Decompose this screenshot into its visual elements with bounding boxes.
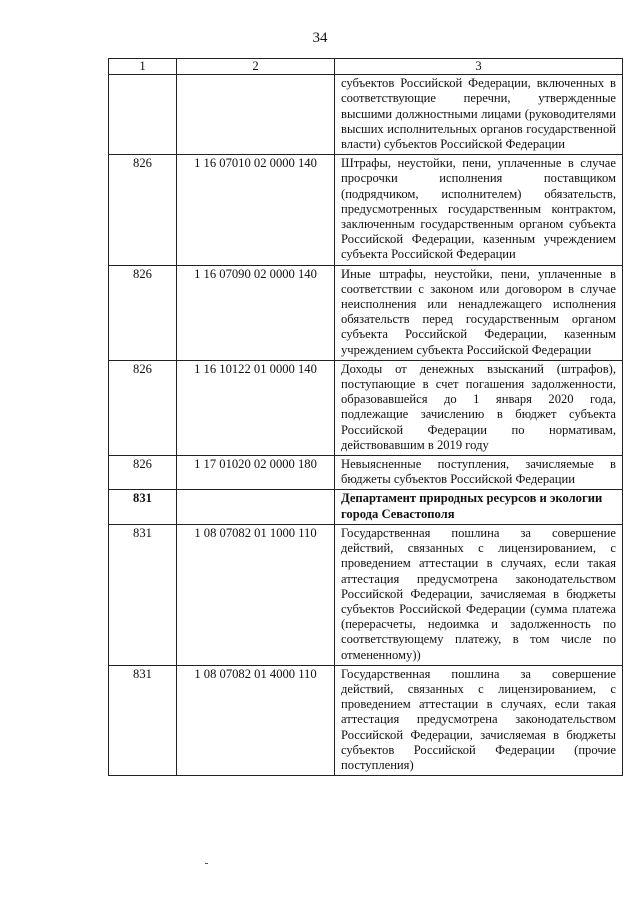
budget-code-cell	[177, 75, 335, 155]
budget-code-cell	[177, 490, 335, 524]
budget-code-cell: 1 16 07010 02 0000 140	[177, 155, 335, 265]
table-header-row	[109, 59, 623, 75]
description-cell: Невыясненные поступления, зачисляемые в бюджеты субъектов Российской Федерации	[335, 456, 623, 490]
budget-code-cell: 1 08 07082 01 1000 110	[177, 524, 335, 665]
column-header-3: 3	[335, 59, 623, 75]
column-header-1: 1	[109, 59, 177, 75]
description-cell: Иные штрафы, неустойки, пени, уплаченные в соответствии с законом или договором в случае неисполнения или ненадлежащего исполнения обязательств перед государственным органом субъекта Российской Федерации, казенным учреждением субъекта Российской Федерации	[335, 265, 623, 360]
page-number: 34	[312, 30, 328, 46]
description-cell: субъектов Российской Федерации, включенных в соответствующие перечни, утвержденные высшими должностными лицами (руководителями высших исполнительных органов государственной власти) субъектов Российской Федерации	[335, 75, 623, 155]
table-row	[109, 265, 623, 360]
budget-code-cell: 1 16 10122 01 0000 140	[177, 360, 335, 455]
admin-code-cell: 826	[109, 456, 177, 490]
admin-code-cell: 831	[109, 524, 177, 665]
revenue-codes-table	[108, 58, 623, 776]
admin-code-cell: 826	[109, 155, 177, 265]
admin-code-cell: 831	[109, 665, 177, 775]
table-row	[109, 155, 623, 265]
admin-code-cell: 826	[109, 360, 177, 455]
table-row	[109, 665, 623, 775]
budget-code-cell: 1 08 07082 01 4000 110	[177, 665, 335, 775]
table-row	[109, 360, 623, 455]
table-row	[109, 524, 623, 665]
admin-code-cell: 831	[109, 490, 177, 524]
column-header-2: 2	[177, 59, 335, 75]
admin-code-cell: 826	[109, 265, 177, 360]
budget-code-cell: 1 17 01020 02 0000 180	[177, 456, 335, 490]
admin-code-cell	[109, 75, 177, 155]
budget-code-cell: 1 16 07090 02 0000 140	[177, 265, 335, 360]
scan-speck	[205, 863, 208, 864]
description-cell: Доходы от денежных взысканий (штрафов), поступающие в счет погашения задолженности, образовавшейся до 1 января 2020 года, подлежащие зачислению в бюджет субъекта Российской Федерации по нормативам, действовавшим в 2019 году	[335, 360, 623, 455]
department-title-cell: Департамент природных ресурсов и экологии города Севастополя	[335, 490, 623, 524]
description-cell: Штрафы, неустойки, пени, уплаченные в случае просрочки исполнения поставщиком (подрядчиком, исполнителем) обязательств, предусмотренных государственным контрактом, заключенным государственным органом субъекта Российской Федерации, казенным учреждением субъекта Российской Федерации	[335, 155, 623, 265]
section-header-row	[109, 490, 623, 524]
description-cell: Государственная пошлина за совершение действий, связанных с лицензированием, с проведением аттестации в случаях, если такая аттестация предусмотрена законодательством Российской Федерации, зачисляемая в бюджеты субъектов Российской Федерации (прочие поступления)	[335, 665, 623, 775]
description-cell: Государственная пошлина за совершение действий, связанных с лицензированием, с проведением аттестации в случаях, если такая аттестация предусмотрена законодательством Российской Федерации, зачисляемая в бюджеты субъектов Российской Федерации (сумма платежа (перерасчеты, недоимка и задолженность по соответствующему платежу, в том числе по отмененному))	[335, 524, 623, 665]
table-row	[109, 456, 623, 490]
table-row	[109, 75, 623, 155]
